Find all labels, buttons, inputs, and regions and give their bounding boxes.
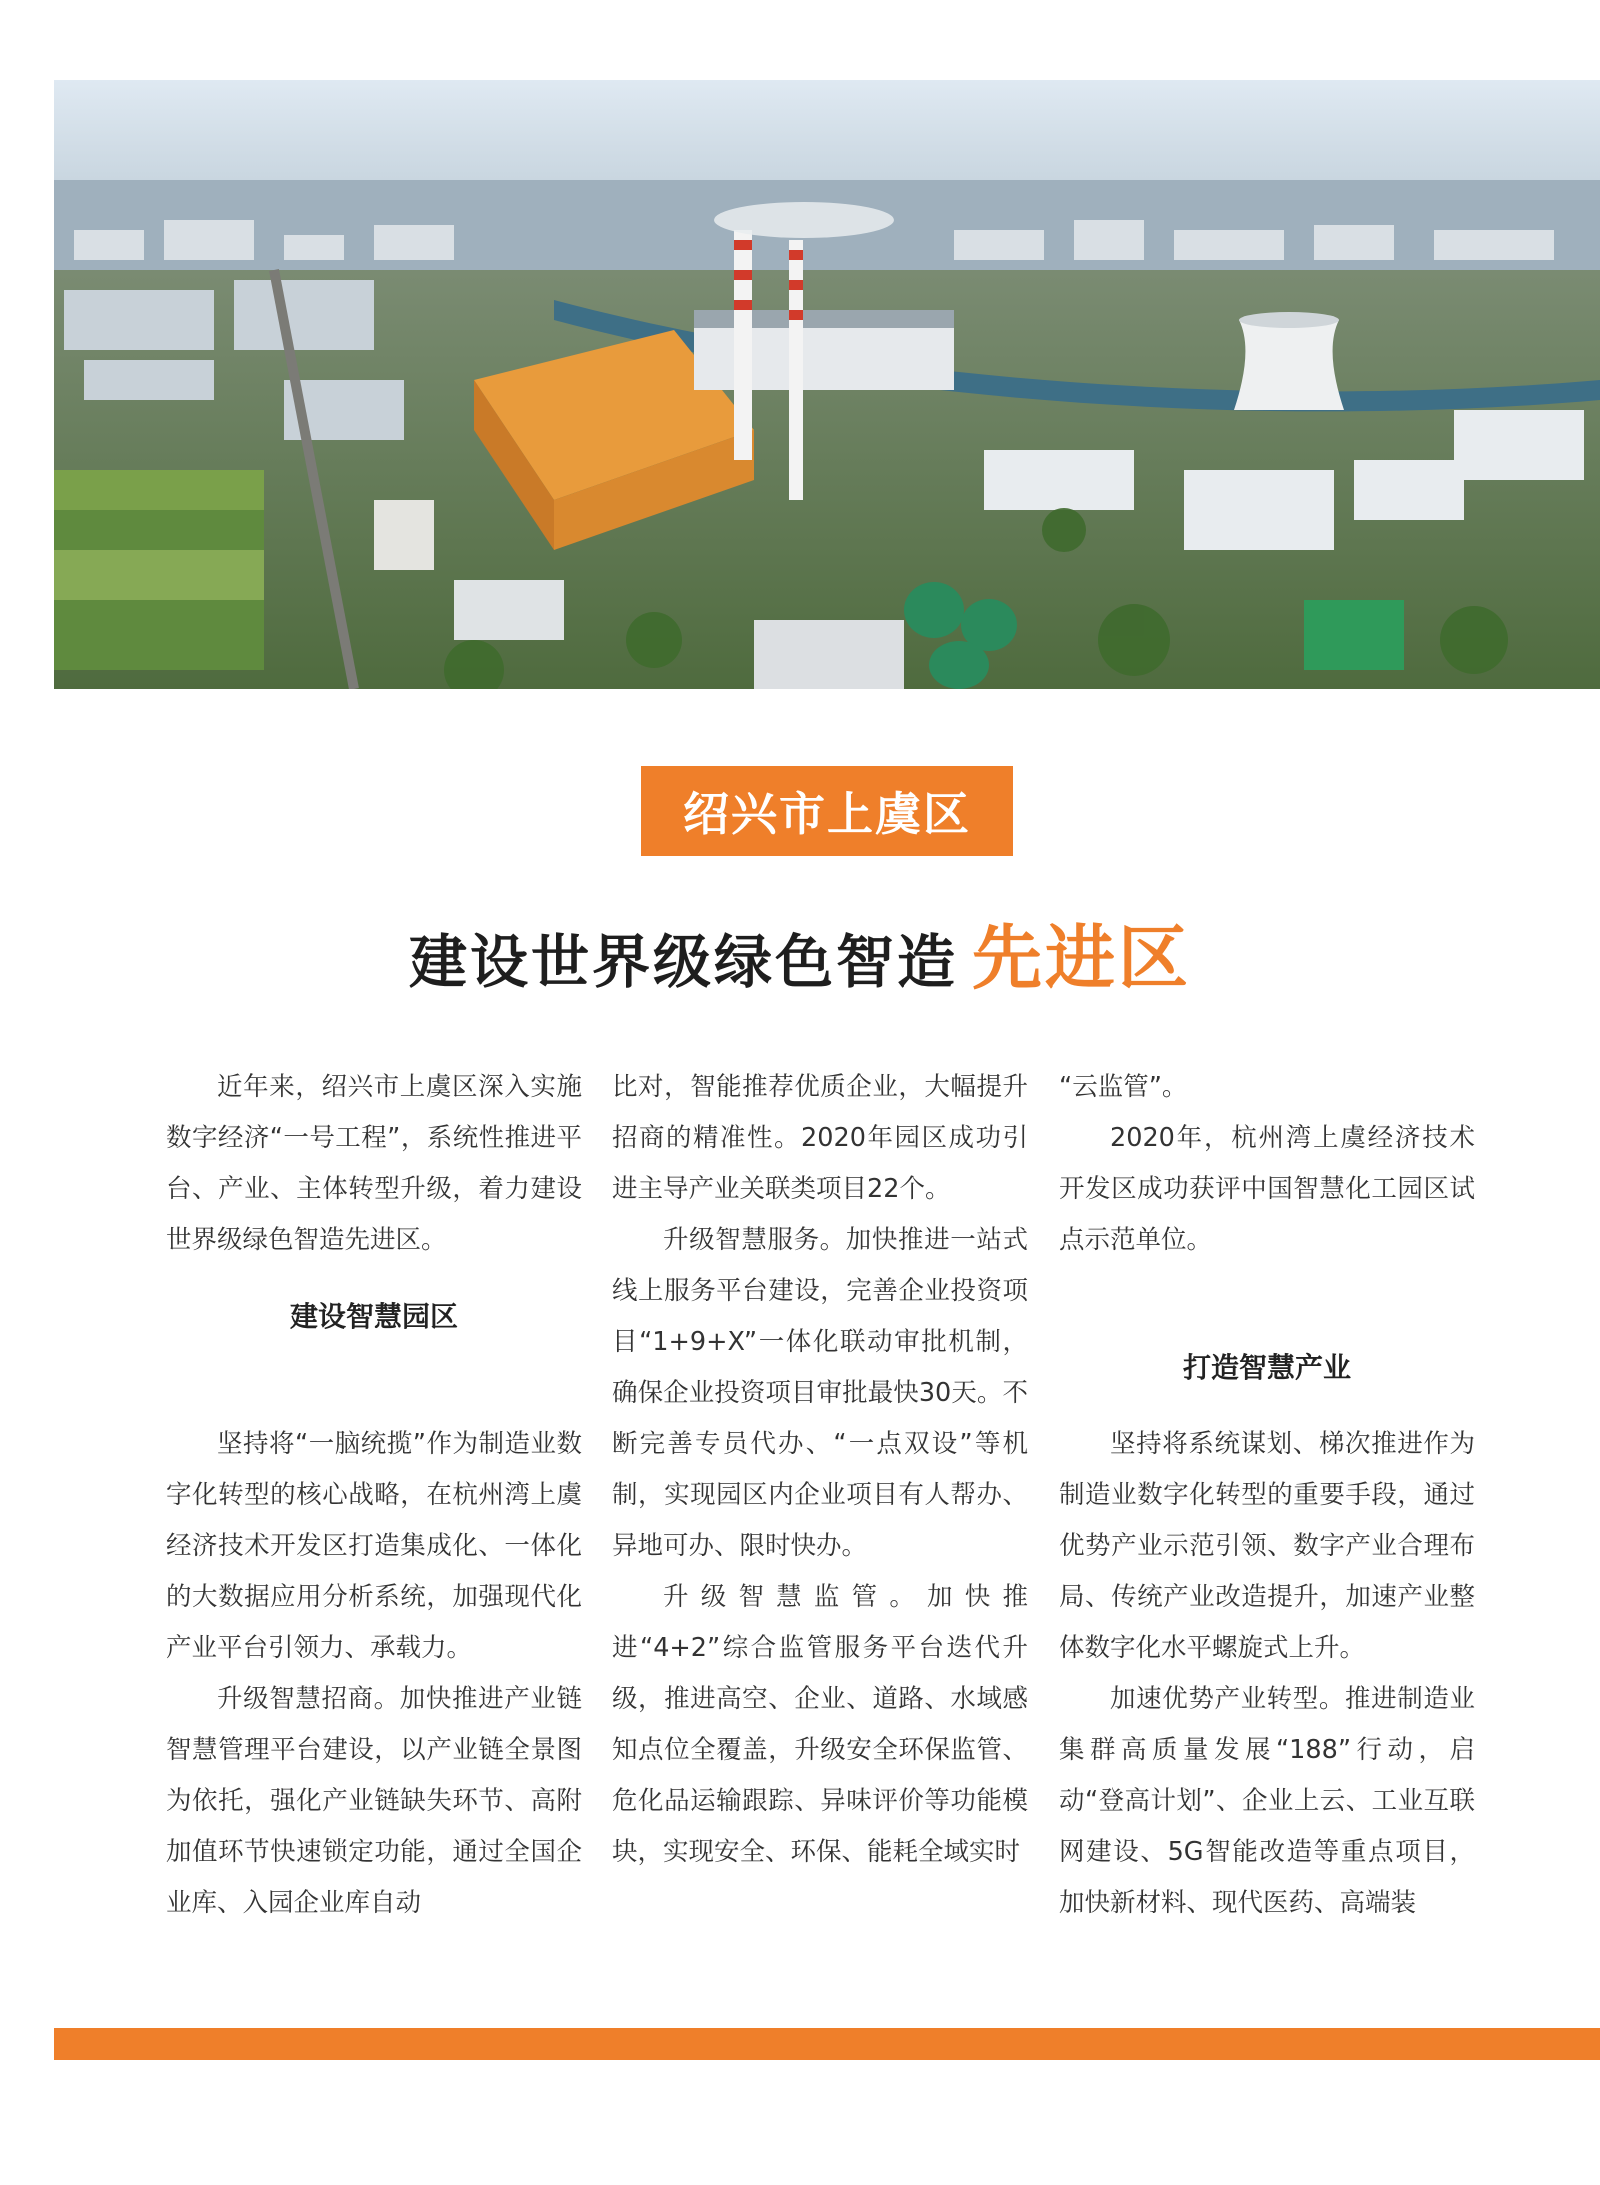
paragraph-intro: 近年来，绍兴市上虞区深入实施数字经济“一号工程”，系统性推进平台、产业、主体转型升级，着力建设世界级绿色智造先进区。: [166, 1072, 582, 1255]
hero-photo: [54, 80, 1600, 689]
article-column-3: [1059, 1062, 1475, 1929]
paragraph-smart-supervision: 升级智慧监管。加快推进“4+2”综合监管服务平台迭代升级，推进高空、企业、道路、水域感知点位全覆盖，升级安全环保监管、危化品运输跟踪、异味评价等功能模块，实现安全、环保、能耗全域实时: [612, 1582, 1028, 1867]
region-badge: 绍兴市上虞区: [641, 766, 1013, 856]
paragraph-supervision-continued: “云监管”。: [1059, 1072, 1188, 1102]
headline: [0, 918, 1600, 1002]
paragraph-smart-service: 升级智慧服务。加快推进一站式线上服务平台建设，完善企业投资项目“1+9+X”一体化联动审批机制，确保企业投资项目审批最快30天。不断完善专员代办、“一点双设”等机制，实现园区内企业项目有人帮办、异地可办、限时快办。: [612, 1225, 1028, 1561]
article-column-2: [612, 1062, 1028, 1878]
paragraph-smart-investment: 升级智慧招商。加快推进产业链智慧管理平台建设，以产业链全景图为依托，强化产业链缺失环节、高附加值环节快速锁定功能，通过全国企业库、入园企业库自动: [166, 1684, 582, 1918]
aerial-industrial-park-illustration: [54, 80, 1600, 689]
paragraph-2020-award: 2020年，杭州湾上虞经济技术开发区成功获评中国智慧化工园区试点示范单位。: [1059, 1123, 1475, 1255]
article-column-1: [166, 1062, 582, 1929]
paragraph-advantage-industry: 加速优势产业转型。推进制造业集群高质量发展“188”行动，启动“登高计划”、企业上云、工业互联网建设、5G智能改造等重点项目，加快新材料、现代医药、高端装: [1059, 1684, 1475, 1918]
paragraph-systematic-planning: 坚持将系统谋划、梯次推进作为制造业数字化转型的重要手段，通过优势产业示范引领、数字产业合理布局、传统产业改造提升，加速产业整体数字化水平螺旋式上升。: [1059, 1429, 1475, 1663]
paragraph-investment-continued: 比对，智能推荐优质企业，大幅提升招商的精准性。2020年园区成功引进主导产业关联类项目22个。: [612, 1072, 1028, 1204]
headline-accent: 先进区: [972, 916, 1191, 999]
paragraph-one-brain: 坚持将“一脑统揽”作为制造业数字化转型的核心战略，在杭州湾上虞经济技术开发区打造集成化、一体化的大数据应用分析系统，加强现代化产业平台引领力、承载力。: [166, 1429, 582, 1663]
bottom-accent-bar: [54, 2028, 1600, 2060]
headline-main: 建设世界级绿色智造: [408, 928, 958, 996]
section-heading-smart-park: 建设智慧园区: [289, 1300, 458, 1333]
section-heading-smart-industry: 打造智慧产业: [1182, 1351, 1351, 1384]
